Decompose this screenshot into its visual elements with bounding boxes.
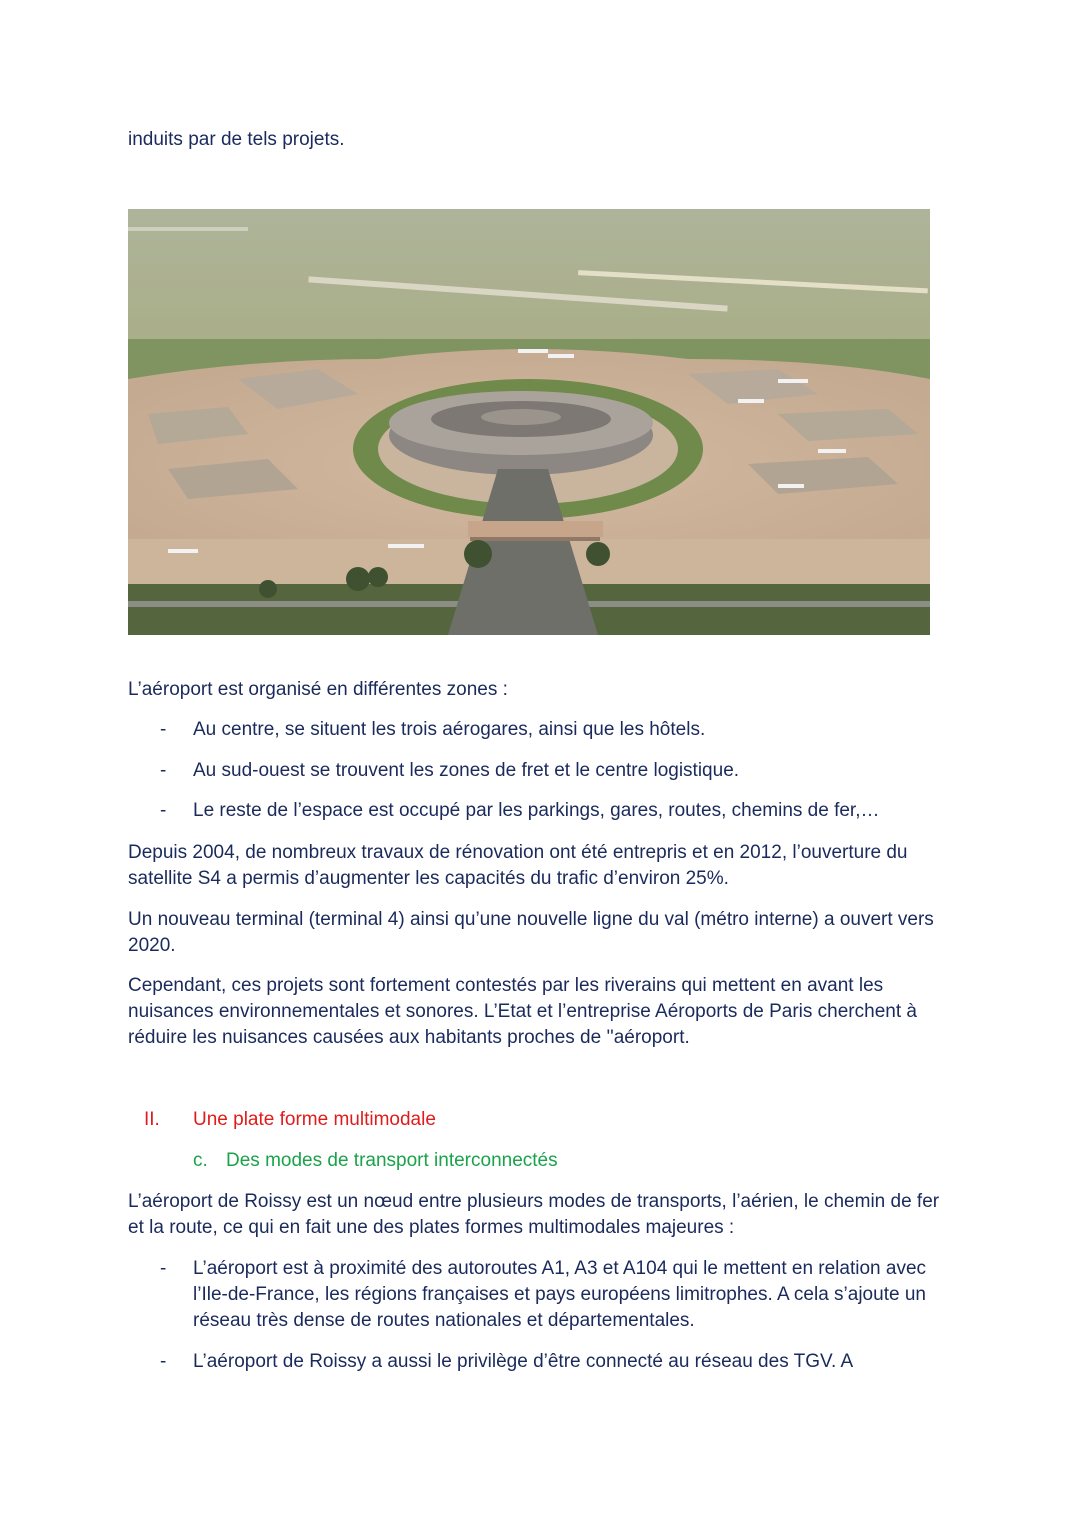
list-item-text: L’aéroport est à proximité des autoroutes A1, A3 et A104 qui le mettent en relation avec l’Ile-de-France, les régions françaises et pays européens limitrophes. A cela s’ajoute un réseau très dense de routes nationales et départementales.	[193, 1258, 927, 1331]
airport-aerial-photo	[128, 209, 930, 635]
section-lead: L’aéroport de Roissy est un nœud entre plusieurs modes de transports, l’aérien, le chemin de fer et la route, ce qui en fait une des plates formes multimodales majeures :	[128, 1191, 940, 1238]
section-number: II.	[144, 1109, 160, 1130]
bullet-dash: -	[160, 719, 167, 740]
bullet-dash: -	[160, 760, 167, 781]
section-title: Une plate forme multimodale	[193, 1109, 436, 1130]
subsection-letter: c.	[193, 1150, 208, 1171]
list-item-text: Le reste de l’espace est occupé par les parkings, gares, routes, chemins de fer,…	[193, 800, 880, 821]
list-item-text: Au sud-ouest se trouvent les zones de fret et le centre logistique.	[193, 760, 740, 781]
list-item-text: L’aéroport de Roissy a aussi le privilège d’être connecté au réseau des TGV. A	[193, 1351, 854, 1372]
paragraph: Depuis 2004, de nombreux travaux de rénovation ont été entrepris et en 2012, l’ouverture du satellite S4 a permis d’augmenter les capacités du trafic d’environ 25%.	[128, 842, 908, 889]
list-item-text: Au centre, se situent les trois aérogares, ainsi que les hôtels.	[193, 719, 706, 740]
zones-lead: L’aéroport est organisé en différentes zones :	[128, 679, 508, 700]
paragraph: Un nouveau terminal (terminal 4) ainsi qu’une nouvelle ligne du val (métro interne) a ouvert vers 2020.	[128, 909, 934, 956]
bullet-dash: -	[160, 1351, 167, 1372]
airport-aerial-photo-icon	[128, 209, 930, 635]
bullet-dash: -	[160, 1258, 167, 1279]
subsection-title: Des modes de transport interconnectés	[226, 1150, 558, 1171]
intro-line: induits par de tels projets.	[128, 129, 345, 150]
paragraph: Cependant, ces projets sont fortement contestés par les riverains qui mettent en avant les nuisances environnementales et sonores. L’Etat et l’entreprise Aéroports de Paris cherchent à réduire les nuisances causées aux habitants proches de ''aéroport.	[128, 975, 917, 1048]
bullet-dash: -	[160, 800, 167, 821]
